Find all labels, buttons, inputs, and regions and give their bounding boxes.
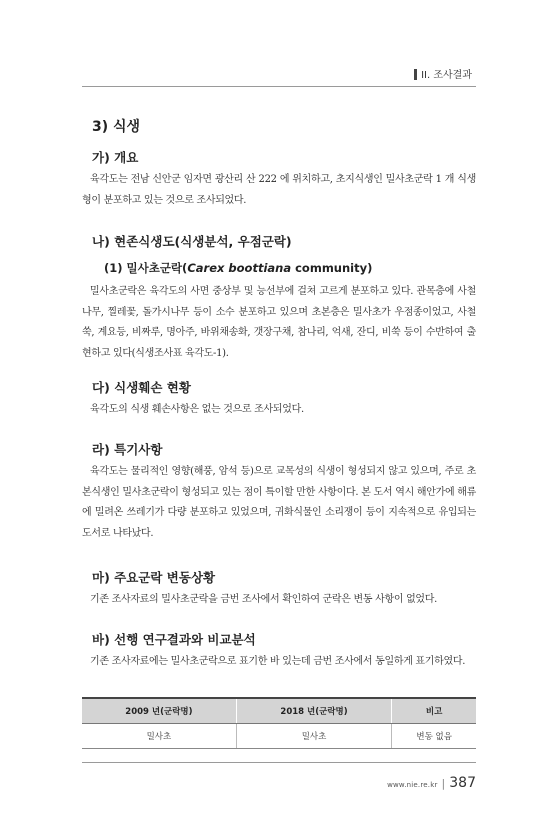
cell-2009: 밀사초 (82, 724, 236, 749)
community-paragraph: 밀사초군락은 육각도의 사면 중상부 및 능선부에 걸쳐 고르게 분포하고 있다. 관목층에 사철나무, 찔레꽃, 돌가시나무 등이 소수 분포하고 있으며 초본층은 밀사초가 우점종이었고, 사철쑥, 계요등, 비짜루, 명아주, 바위채송화, 갯장구채, 참나리, 억새, 잔디, 비쑥 등이 수반하여 출현하고 있다(식생조사표 육각도-1). (82, 286, 476, 359)
chapter-header (410, 64, 476, 83)
community-heading (104, 260, 372, 276)
header-2009: 2009 년(군락명) (82, 698, 236, 724)
community-heading-prefix: (1) 밀사초군락( (104, 261, 188, 275)
community-heading-suffix: community) (291, 261, 373, 275)
cell-2018: 밀사초 (236, 724, 391, 749)
footer-rule (82, 762, 476, 763)
table-header-row (82, 698, 476, 724)
overview-heading: 가) 개요 (92, 150, 139, 165)
features-paragraph: 육각도는 물리적인 영향(해풍, 암석 등)으로 교목성의 식생이 형성되지 않고 있으며, 주로 초본식생인 밀사초군락이 형성되고 있는 점이 특이할 만한 사항이다. 본 도서 역시 해안가에 해류에 밀려온 쓰레기가 다량 분포하고 있었으며, 귀화식물인 소리쟁이 등이 지속적으로 유입되는 도서로 나타났다. (82, 466, 476, 539)
header-2018: 2018 년(군락명) (236, 698, 391, 724)
previous-study-heading: 바) 선행 연구결과와 비교분석 (92, 632, 256, 647)
damage-paragraph: 육각도의 식생 훼손사항은 없는 것으로 조사되었다. (90, 404, 304, 415)
damage-heading: 다) 식생훼손 현황 (92, 380, 191, 395)
section-title: 3) 식생 (92, 119, 141, 135)
chapter-label: II. 조사결과 (421, 70, 472, 81)
features-heading: 라) 특기사항 (92, 442, 163, 457)
cell-remarks: 변동 없음 (392, 724, 476, 749)
footer-separator: | (441, 777, 446, 790)
previous-study-paragraph: 기존 조사자료에는 밀사초군락으로 표기한 바 있는데 금번 조사에서 동일하게 표기하였다. (90, 656, 466, 667)
table-row (82, 724, 476, 749)
changes-heading: 마) 주요군락 변동상황 (92, 570, 216, 585)
chapter-marker-icon (414, 69, 417, 80)
overview-paragraph: 육각도는 전남 신안군 임자면 광산리 산 222 에 위치하고, 초지식생인 밀사초군락 1 개 식생형이 분포하고 있는 것으로 조사되었다. (82, 174, 476, 206)
page-footer (387, 772, 476, 791)
footer-url: www.nie.re.kr (387, 781, 438, 789)
header-rule (82, 86, 476, 87)
changes-paragraph: 기존 조사자료의 밀사초군락을 금번 조사에서 확인하여 군락은 변동 사항이 없었다. (90, 594, 438, 605)
community-scientific-name: Carex boottiana (187, 261, 292, 275)
header-remarks: 비고 (392, 698, 476, 724)
current-vegetation-heading: 나) 현존식생도(식생분석, 우점군락) (92, 234, 292, 249)
comparison-table (82, 697, 476, 749)
page-number: 387 (449, 775, 476, 791)
